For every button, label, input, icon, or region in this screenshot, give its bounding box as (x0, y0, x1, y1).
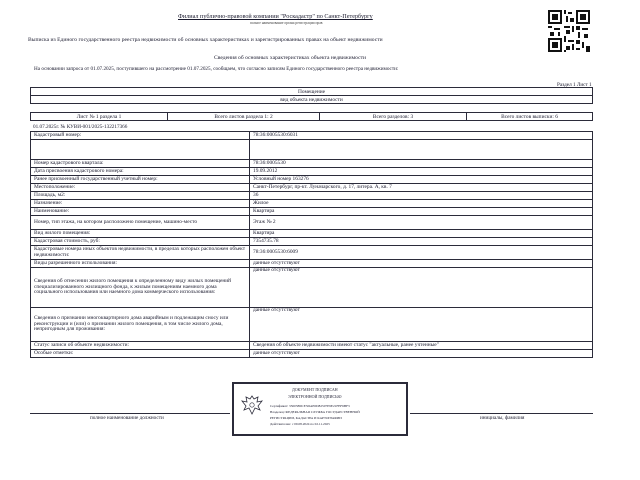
sheets-table (30, 112, 593, 121)
document-subtitle: Сведения об основных характеристиках объекта недвижимости (214, 55, 367, 61)
row-label: Статус записи об объекте недвижимости: (31, 342, 250, 350)
row-label: Номер, тип этажа, на котором расположено помещение, машино-место (31, 216, 250, 230)
stamp-line-2: ЭЛЕКТРОННОЙ ПОДПИСЬЮ (288, 394, 342, 399)
document-title: Выписка из Единого государственного реестра недвижимости об основных характеристиках и зарегистрированных правах на объект недвижимости (28, 37, 383, 43)
row-label: Номер кадастрового квартала: (31, 160, 250, 168)
row-label: Назначение: (31, 200, 250, 208)
row-label: Кадастровые номера иных объектов недвижимости, в пределах которых расположен объект недвижимости: (31, 246, 250, 260)
basis-statement: На основании запроса от 01.07.2025, поступившего на рассмотрение 01.07.2025, сообщаем, что согласно записям Единого государственного реестра недвижимости: (34, 66, 399, 72)
row-value (250, 140, 593, 160)
row-value: 19.09.2012 (250, 168, 593, 176)
row-label: Дата присвоения кадастрового номера: (31, 168, 250, 176)
qr-code-icon (548, 10, 590, 52)
org-caption: полное наименование органа регистрации прав (250, 21, 323, 25)
object-type-caption: вид объекта недвижимости (31, 96, 593, 104)
stamp-line-3: Сертификат: 35005B0CE5DAE0D82507E9E21FEF6BF3 (270, 404, 350, 408)
position-signature-line (30, 413, 230, 414)
row-label: Ранее присвоенный государственный учетный номер: (31, 176, 250, 184)
row-value: Этаж № 2 (250, 216, 593, 230)
row-label: Сведения о признании многоквартирного дома аварийным и подлежащим сносу или реконструкции и (или) о признании жилого помещения, в том числе жилого дома, непригодным для проживания: (31, 308, 250, 342)
row-label (31, 140, 250, 160)
row-label: Вид жилого помещения: (31, 230, 250, 238)
row-label: Кадастровый номер: (31, 132, 250, 140)
row-value: данные отсутствуют (250, 350, 593, 358)
row-label: Кадастровая стоимость, руб: (31, 238, 250, 246)
row-value: Квартира (250, 230, 593, 238)
electronic-signature-stamp (232, 382, 408, 436)
position-caption: полное наименование должности (90, 415, 164, 421)
name-signature-line (410, 413, 593, 414)
row-value: данные отсутствуют (250, 308, 593, 342)
row-label: Местоположение: (31, 184, 250, 192)
sheet-indicator: Раздел 1 Лист 1 (557, 82, 592, 88)
row-value: 7354735.78 (250, 238, 593, 246)
characteristics-table (30, 131, 593, 358)
row-value: Санкт-Петербург, пр-кт. Луначарского, д. 17, литера. А, кв. 7 (250, 184, 593, 192)
row-value: 78:36:0005530:6009 (250, 246, 593, 260)
row-label: Сведения об отнесении жилого помещения к определенному виду жилых помещений специализированного жилищного фонда, к жилым помещениям наемного дома социального использования или наемного дома коммерческого использования: (31, 268, 250, 308)
extract-sheets-total: Всего листов выписки: 6 (467, 113, 593, 121)
name-caption: инициалы, фамилия (480, 415, 525, 421)
row-value: Жилое (250, 200, 593, 208)
row-label: Наименование: (31, 208, 250, 216)
row-value: данные отсутствуют (250, 260, 593, 268)
stamp-line-6: Действителен: с 09.08.2024 по 02.11.2025 (270, 422, 330, 426)
object-type-value: Помещение (31, 88, 593, 96)
row-label: Особые отметки: (31, 350, 250, 358)
row-value: 78:36:0005530:6031 (250, 132, 593, 140)
row-value: Сведения об объекте недвижимости имеют статус "актуальные, ранее учтенные" (250, 342, 593, 350)
row-value: 36 (250, 192, 593, 200)
section-sheets-total: Всего листов раздела 1: 2 (168, 113, 320, 121)
stamp-line-4: Владелец: ФЕДЕРАЛЬНАЯ СЛУЖБА ГОСУДАРСТВЕННОЙ (270, 410, 360, 414)
row-value: 78:36:0005530 (250, 160, 593, 168)
object-type-table (30, 87, 593, 104)
stamp-line-5: РЕГИСТРАЦИИ, КАДАСТРА И КАРТОГРАФИИ (270, 416, 342, 420)
row-value: Квартира (250, 208, 593, 216)
stamp-line-1: ДОКУМЕНТ ПОДПИСАН (292, 387, 338, 392)
row-value: Условный номер 163276 (250, 176, 593, 184)
sheet-number: Лист № 1 раздела 1 (31, 113, 168, 121)
registration-number: 01.07.2025г. № КУВИ-001/2025-132217366 (33, 124, 128, 130)
eagle-emblem-icon (239, 394, 265, 416)
org-name: Филиал публично-правовой компании "Роскадастр" по Санкт-Петербургу (178, 13, 373, 20)
sections-total: Всего разделов: 3 (320, 113, 467, 121)
row-value: данные отсутствуют (250, 268, 593, 308)
row-label: Площадь, м2: (31, 192, 250, 200)
row-label: Виды разрешенного использования: (31, 260, 250, 268)
